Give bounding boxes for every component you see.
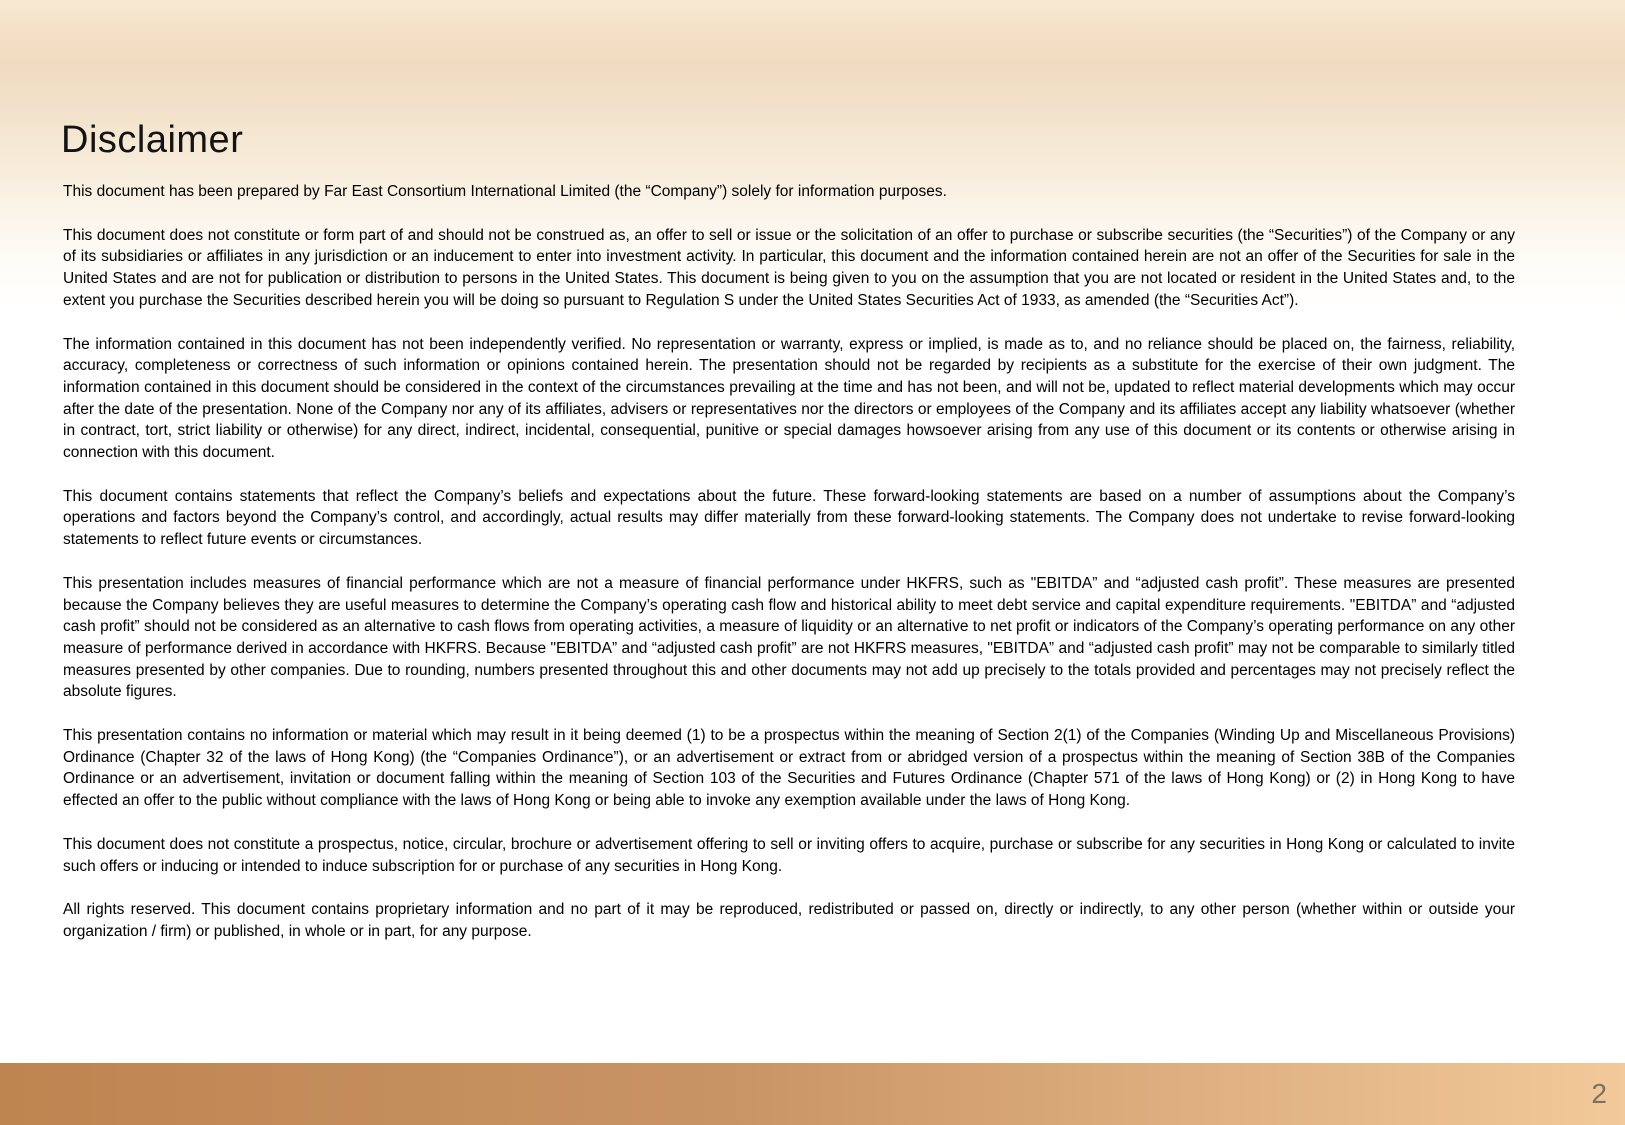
disclaimer-paragraph-7: This document does not constitute a prospectus, notice, circular, brochure or advertisement offering to sell or inviting offers to acquire, purchase or subscribe for any securities in Hong Kong or calculated to invite such offers or inducing or intended to induce subscription for or purchase of any securities in Hong Kong. <box>63 835 1515 875</box>
disclaimer-paragraph-8: All rights reserved. This document contains proprietary information and no part of it may be reproduced, redistributed or passed on, directly or indirectly, to any other person (whether within or outside your organization / firm) or published, in whole or in part, for any purpose. <box>63 901 1515 940</box>
disclaimer-paragraph-3: The information contained in this document has not been independently verified. No representation or warranty, express or implied, is made as to, and no reliance should be placed on, the fairness, reliability, accuracy, completeness or correctness of such information or opinions contained herein. The presentation should not be regarded by recipients as a substitute for the exercise of their own judgment. The information contained in this document should be considered in the context of the circumstances prevailing at the time and has not been, and will not be, updated to reflect material developments which may occur after the date of the presentation. None of the Company nor any of its affiliates, advisers or representatives nor the directors or employees of the Company and its affiliates accept any liability whatsoever (whether in contract, tort, strict liability or otherwise) for any direct, indirect, incidental, consequential, punitive or special damages howsoever arising from any use of this document or its contents or otherwise arising in connection with this document. <box>63 335 1515 462</box>
disclaimer-paragraph-4: This document contains statements that reflect the Company’s beliefs and expectations about the future. These forward-looking statements are based on a number of assumptions about the Company’s operations and factors beyond the Company’s control, and accordingly, actual results may differ materially from these forward-looking statements. The Company does not undertake to revise forward-looking statements to reflect future events or circumstances. <box>63 487 1515 549</box>
disclaimer-body <box>63 181 1515 965</box>
disclaimer-paragraph-1: This document has been prepared by Far East Consortium International Limited (the “Company”) solely for information purposes. <box>63 183 947 200</box>
disclaimer-paragraph-2: This document does not constitute or form part of and should not be construed as, an offer to sell or issue or the solicitation of an offer to purchase or subscribe securities (the “Securities”) of the Company or any of its subsidiaries or affiliates in any jurisdiction or an inducement to enter into investment activity. In particular, this document and the information contained herein are not an offer of the Securities for sale in the United States and are not for publication or distribution to persons in the United States. This document is being given to you on the assumption that you are not located or resident in the United States and, to the extent you purchase the Securities described herein you will be doing so pursuant to Regulation S under the United States Securities Act of 1933, as amended (the “Securities Act”). <box>63 226 1515 309</box>
disclaimer-paragraph-5: This presentation includes measures of financial performance which are not a measure of financial performance under HKFRS, such as "EBITDA” and “adjusted cash profit”. These measures are presented because the Company believes they are useful measures to determine the Company’s operating cash flow and historical ability to meet debt service and capital expenditure requirements. "EBITDA” and “adjusted cash profit” should not be considered as an alternative to cash flows from operating activities, a measure of liquidity or an alternative to net profit or indicators of the Company’s operating performance on any other measure of performance derived in accordance with HKFRS. Because "EBITDA” and “adjusted cash profit” are not HKFRS measures, "EBITDA” and “adjusted cash profit” may not be comparable to similarly titled measures presented by other companies. Due to rounding, numbers presented throughout this and other documents may not add up precisely to the totals provided and percentages may not precisely reflect the absolute figures. <box>63 574 1515 701</box>
slide-title: Disclaimer <box>61 119 244 161</box>
footer-bar <box>0 1063 1625 1125</box>
page-number: 2 <box>1591 1078 1607 1109</box>
disclaimer-paragraph-6: This presentation contains no information or material which may result in it being deemed (1) to be a prospectus within the meaning of Section 2(1) of the Companies (Winding Up and Miscellaneous Provisions) Ordinance (Chapter 32 of the laws of Hong Kong) (the “Companies Ordinance”), or an advertisement or extract from or abridged version of a prospectus within the meaning of Section 38B of the Companies Ordinance or an advertisement, invitation or document falling within the meaning of Section 103 of the Securities and Futures Ordinance (Chapter 571 of the laws of Hong Kong) or (2) in Hong Kong to have effected an offer to the public without compliance with the laws of Hong Kong or being able to invoke any exemption available under the laws of Hong Kong. <box>63 727 1515 810</box>
